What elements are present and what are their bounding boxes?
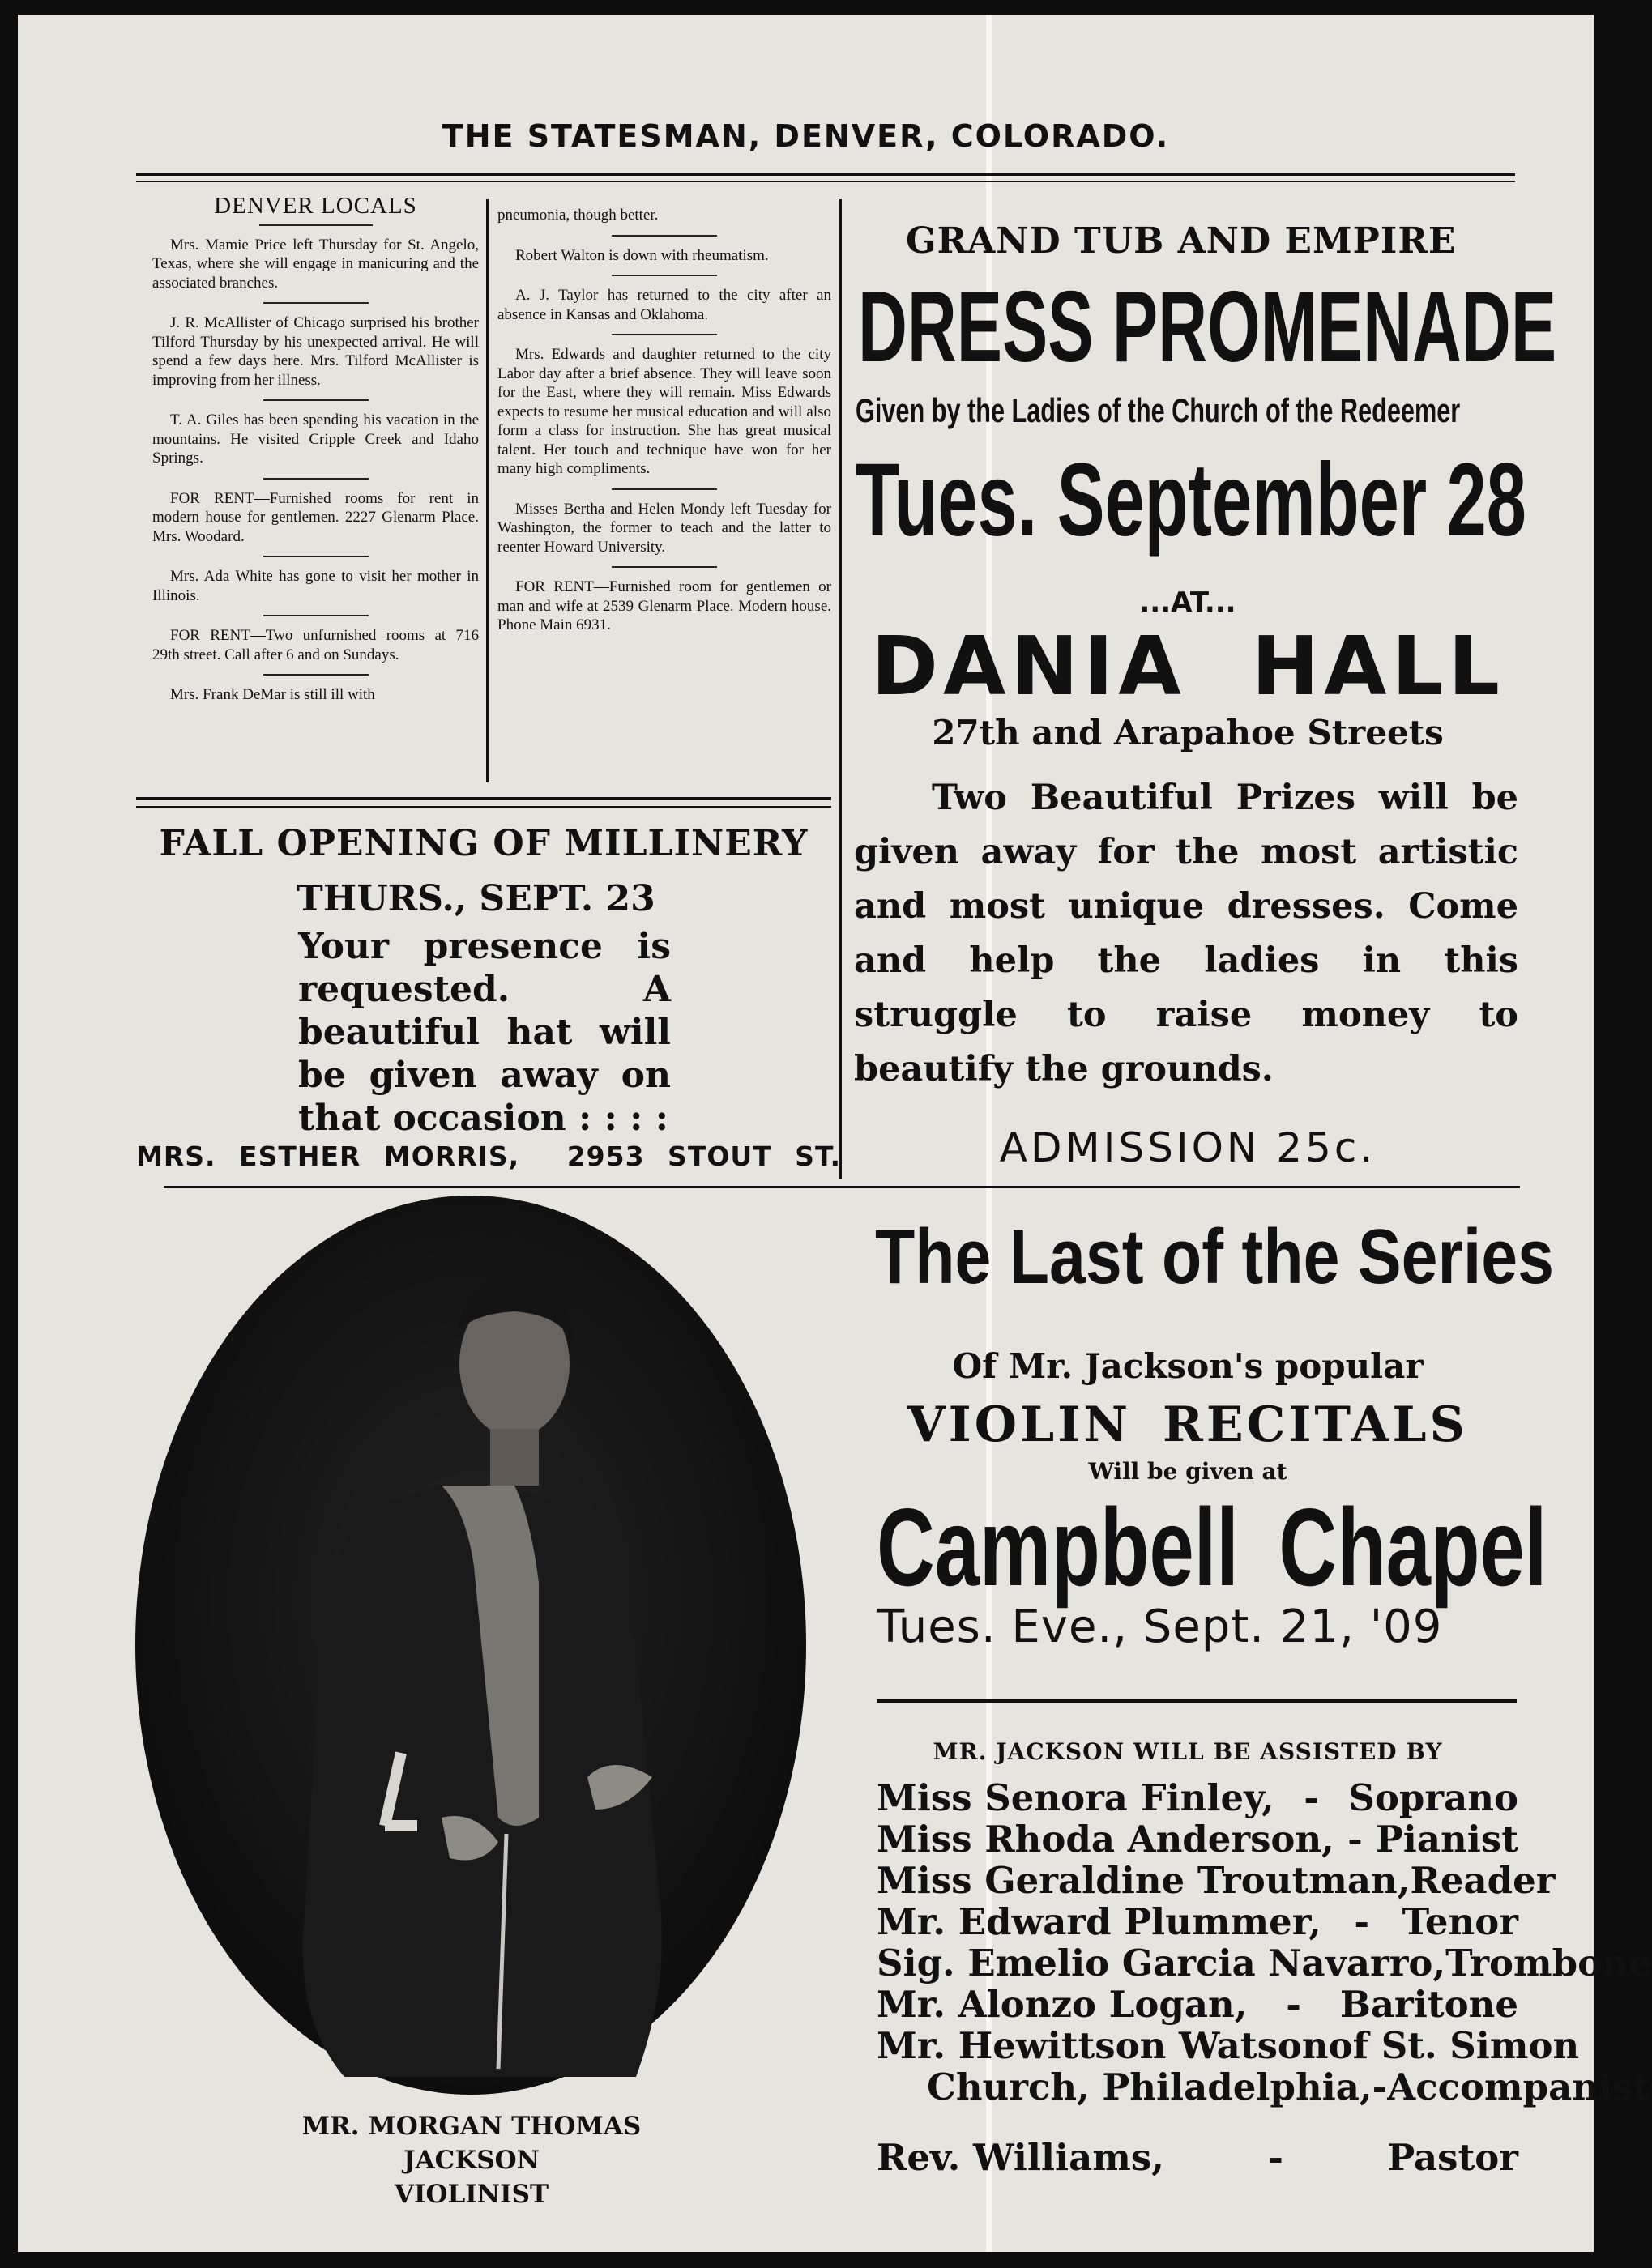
millinery-proprietor: MRS. ESTHER MORRIS,	[136, 1140, 520, 1172]
recital-title: VIOLIN RECITALS	[907, 1396, 1468, 1453]
performer-name: Miss Geraldine Troutman,	[877, 1859, 1411, 1902]
performer-role: Baritone	[1339, 1983, 1518, 2026]
performer-role: Pianist	[1375, 1818, 1518, 1861]
local-item: Mrs. Frank DeMar is still ill with	[170, 686, 375, 703]
local-item: Robert Walton is down with rheumatism.	[515, 246, 769, 264]
millinery-footer	[136, 1140, 841, 1172]
local-item: Mrs. Mamie Price left Thursday for St. Angelo, Texas, where she will engage in manicuring and the associated branches.	[152, 236, 479, 292]
portrait-caption-role: VIOLINIST	[394, 2180, 549, 2209]
separator	[263, 399, 369, 401]
separator	[263, 478, 369, 480]
performer-role: Accompanist	[1387, 2066, 1650, 2108]
masthead-rule-thin	[136, 181, 1515, 182]
performer-name: Miss Rhoda Anderson,	[877, 1818, 1334, 1861]
millinery-text: Your presence is requested. A beautiful hat will be given away on that occasion : : : :	[298, 926, 671, 1139]
local-item: FOR RENT—Furnished room for gentlemen or man and wife at 2539 Glenarm Place. Modern house. Phone Main 6931.	[497, 578, 831, 633]
locals-column-1	[152, 193, 479, 714]
performer-role: of St. Simon	[1328, 2024, 1580, 2067]
millinery-address: 2953 STOUT ST.	[566, 1140, 841, 1172]
separator	[263, 674, 369, 676]
performer-row	[877, 2066, 1650, 2108]
performer-row	[877, 2024, 1580, 2067]
performer-name: Mr. Hewittson Watson	[877, 2024, 1329, 2067]
local-item: T. A. Giles has been spending his vacation in the mountains. He visited Cripple Creek and Idaho Springs.	[152, 411, 479, 467]
performer-name: Mr. Alonzo Logan,	[877, 1983, 1248, 2026]
newspaper-page	[18, 15, 1652, 2252]
separator	[263, 615, 369, 616]
separator	[263, 556, 369, 557]
performer-name: Sig. Emelio Garcia Navarro,	[877, 1942, 1446, 1985]
local-item: J. R. McAllister of Chicago surprised his brother Tilford Thursday by his unexpected arrival. He will spend a few days here. Mrs. Tilford McAllister is improving from her illness.	[152, 314, 479, 389]
pastor-role: Pastor	[1387, 2136, 1518, 2179]
recital-sub2: Will be given at	[1088, 1458, 1287, 1485]
column-rule	[839, 199, 842, 1179]
pastor-line	[877, 2137, 1518, 2178]
performer-row	[877, 1942, 1652, 1985]
pastor-row	[877, 2137, 1518, 2178]
promenade-given-by: Given by the Ladies of the Church of the Redeemer	[856, 391, 1461, 429]
performer-name: Miss Senora Finley,	[877, 1776, 1274, 1819]
recital-venue: Campbell Chapel	[877, 1486, 1547, 1609]
performer-dash: -	[1354, 1900, 1370, 1943]
local-item: A. J. Taylor has returned to the city after an absence in Kansas and Oklahoma.	[497, 287, 831, 323]
promenade-admission: ADMISSION 25c.	[999, 1124, 1377, 1171]
promenade-hall: DANIA HALL	[870, 619, 1505, 714]
violinist-portrait	[134, 1194, 808, 2096]
section-rule-thin	[136, 806, 831, 808]
separator	[612, 275, 717, 276]
separator	[263, 302, 369, 304]
performer-role: Trombone	[1445, 1942, 1652, 1985]
performer-dash: -	[1304, 1776, 1319, 1819]
pastor-dash: -	[1268, 2136, 1283, 2179]
recital-headline: The Last of the Series	[875, 1213, 1554, 1300]
performer-row	[877, 1818, 1518, 1860]
column-rule	[486, 199, 489, 782]
local-item: FOR RENT—Furnished rooms for rent in modern house for gentlemen. 2227 Glenarm Place. Mrs. Woodard.	[152, 489, 479, 545]
recital-rule	[877, 1699, 1517, 1703]
millinery-date: THURS., SEPT. 23	[297, 878, 655, 919]
local-item: FOR RENT—Two unfurnished rooms at 716 29th street. Call after 6 and on Sundays.	[152, 627, 479, 663]
separator	[612, 566, 717, 568]
promenade-at: ...AT...	[1139, 586, 1236, 619]
recital-sub1: Of Mr. Jackson's popular	[952, 1346, 1424, 1386]
performer-list	[877, 1776, 1652, 2108]
local-item-continued: pneumonia, though better.	[497, 207, 659, 224]
performer-role: Reader	[1410, 1859, 1556, 1902]
local-item: Mrs. Edwards and daughter returned to the city Labor day after a brief absence. They will leave soon for the East, where they will remain. Miss Edwards expects to resume her musical education and will also form a class for instruction. She has great musical talent. Her touch and technique have won for her many high compliments.	[497, 346, 831, 477]
promenade-line1: GRAND TUB AND EMPIRE	[906, 220, 1457, 262]
recital-date: Tues. Eve., Sept. 21, '09	[877, 1601, 1443, 1653]
performer-role: Soprano	[1348, 1776, 1518, 1819]
section-rule	[164, 1186, 1520, 1188]
masthead: THE STATESMAN, DENVER, COLORADO.	[442, 118, 1170, 154]
performer-name: Church, Philadelphia,	[927, 2066, 1372, 2108]
performer-dash: -	[1286, 1983, 1301, 2026]
millinery-title: FALL OPENING OF MILLINERY	[159, 823, 809, 864]
promenade-streets: 27th and Arapahoe Streets	[932, 713, 1444, 752]
portrait-caption-name: MR. MORGAN THOMAS JACKSON	[301, 2112, 642, 2175]
portrait-caption	[261, 2109, 682, 2211]
section-rule	[136, 797, 831, 800]
pastor-name: Rev. Williams,	[877, 2136, 1164, 2179]
performer-role: Tenor	[1402, 1900, 1518, 1943]
performer-dash: -	[1372, 2066, 1388, 2108]
separator	[612, 488, 717, 490]
separator	[612, 235, 717, 237]
performer-row	[877, 1777, 1518, 1818]
performer-dash: -	[1347, 1818, 1363, 1861]
promenade-title: DRESS PROMENADE	[858, 271, 1557, 383]
promenade-date: Tues. September 28	[856, 442, 1526, 558]
local-item: Mrs. Ada White has gone to visit her mother in Illinois.	[152, 568, 479, 604]
performer-row	[877, 1984, 1518, 2025]
performer-row	[877, 1901, 1518, 1942]
performer-name: Mr. Edward Plummer,	[877, 1900, 1321, 1943]
performer-row	[877, 1859, 1556, 1902]
recital-assisted: MR. JACKSON WILL BE ASSISTED BY	[933, 1738, 1443, 1765]
promenade-body: Two Beautiful Prizes will be given away for the most artistic and most unique dresses. Come and help the ladies in this struggle to raise money to beautify the grounds.	[854, 778, 1518, 1089]
separator	[259, 224, 373, 226]
masthead-rule	[136, 173, 1515, 176]
locals-column-2	[497, 206, 831, 645]
local-item: Misses Bertha and Helen Mondy left Tuesday for Washington, the former to teach and the latter to reenter Howard University.	[497, 500, 831, 556]
separator	[612, 334, 717, 335]
locals-heading: DENVER LOCALS	[214, 193, 417, 219]
